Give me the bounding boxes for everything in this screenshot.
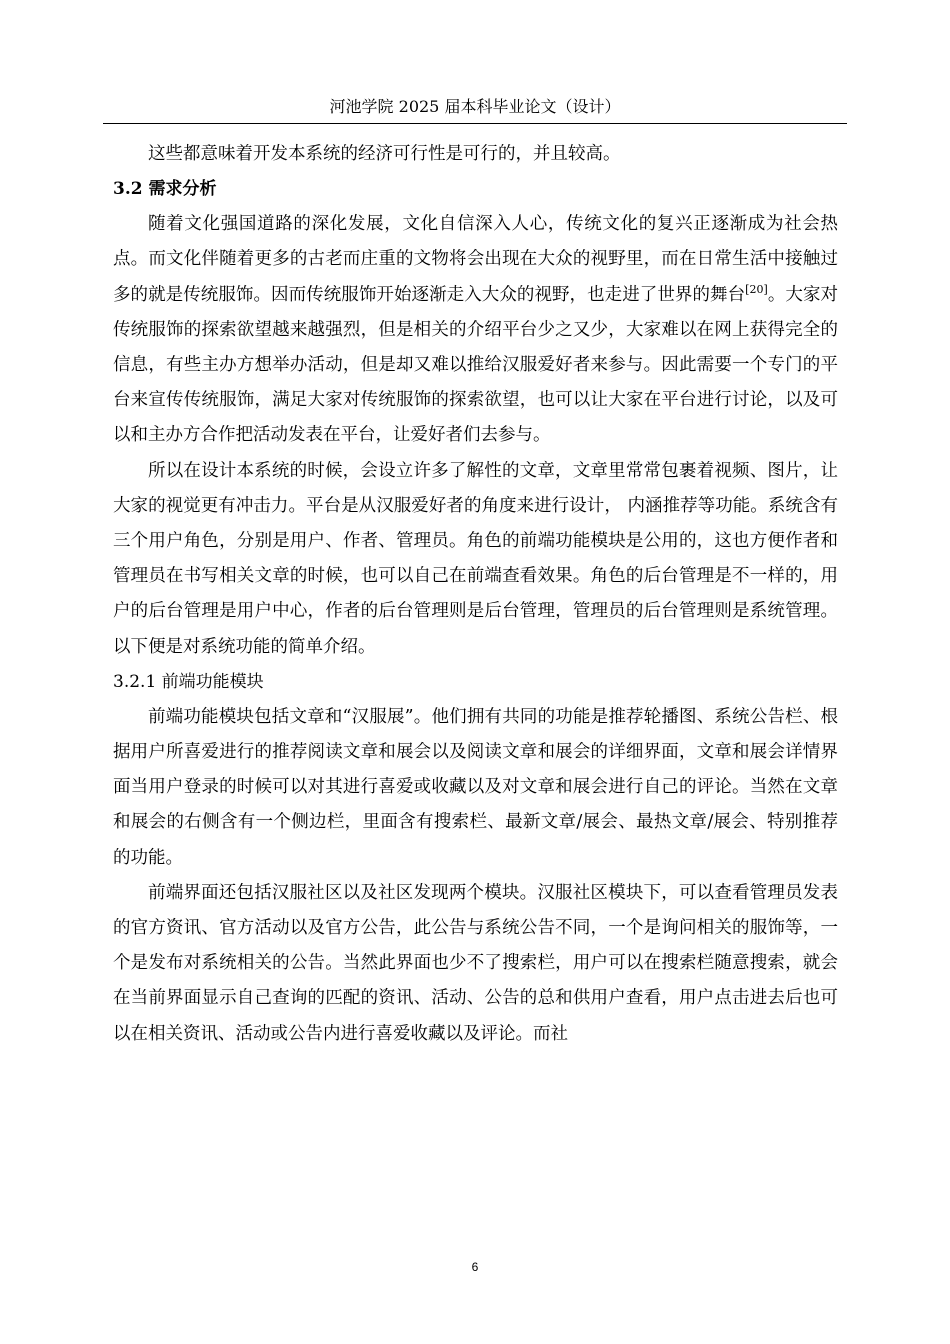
paragraph-background-part2: 。大家对传统服饰的探索欲望越来越强烈，但是相关的介绍平台少之又少，大家难以在网上获得完全的信息，有些主办方想举办活动，但是却又难以推给汉服爱好者来参与。因此需要一个专门的平台来宣传传统服饰，满足大家对传统服饰的探索欲望，也可以让大家在平台进行讨论，以及可以和主办方合作把活动发表在平台，让爱好者们去参与。 [113, 284, 839, 446]
citation-ref: [20] [745, 282, 768, 296]
paragraph-background [113, 207, 838, 453]
page-number: 6 [471, 1260, 479, 1274]
subsection-heading-frontend: 3.2.1 前端功能模块 [113, 671, 264, 692]
paragraph-background-part1: 随着文化强国道路的深化发展，文化自信深入人心，传统文化的复兴正逐渐成为社会热点。而文化伴随着更多的古老而庄重的文物将会出现在大众的视野里，而在日常生活中接触过多的就是传统服饰。因而传统服饰开始逐渐走入大众的视野，也走进了世界的舞台 [113, 214, 838, 305]
paragraph-community-modules: 前端界面还包括汉服社区以及社区发现两个模块。汉服社区模块下，可以查看管理员发表的官方资讯、官方活动以及官方公告，此公告与系统公告不同，一个是询问相关的服饰等，一个是发布对系统相关的公告。当然此界面也少不了搜索栏，用户可以在搜索栏随意搜索，就会在当前界面显示自己查询的匹配的资讯、活动、公告的总和供用户查看，用户点击进去后也可以在相关资讯、活动或公告内进行喜爱收藏以及评论。而社 [113, 882, 838, 1044]
paragraph-system-design: 所以在设计本系统的时候，会设立许多了解性的文章，文章里常常包裹着视频、图片，让大家的视觉更有冲击力。平台是从汉服爱好者的角度来进行设计， 内涵推荐等功能。系统含有三个用户角色，分别是用户、作者、管理员。角色的前端功能模块是公用的，这也方便作者和管理员在书写相关文章的时候，也可以自己在前端查看效果。角色的后台管理是不一样的，用户的后台管理是用户中心，作者的后台管理则是后台管理，管理员的后台管理则是系统管理。以下便是对系统功能的简单介绍。 [113, 460, 838, 657]
document-body [113, 137, 838, 1052]
paragraph-economic-feasibility: 这些都意味着开发本系统的经济可行性是可行的，并且较高。 [148, 144, 621, 164]
section-heading-requirements: 3.2 需求分析 [113, 179, 217, 200]
header-rule [103, 123, 847, 124]
paragraph-frontend-modules: 前端功能模块包括文章和“汉服展”。他们拥有共同的功能是推荐轮播图、系统公告栏、根据用户所喜爱进行的推荐阅读文章和展会以及阅读文章和展会的详细界面，文章和展会详情界面当用户登录的时候可以对其进行喜爱或收藏以及对文章和展会进行自己的评论。当然在文章和展会的右侧含有一个侧边栏，里面含有搜索栏、最新文章/展会、最热文章/展会、特别推荐的功能。 [113, 706, 838, 868]
page-header: 河池学院 2025 届本科毕业论文（设计） [329, 97, 621, 116]
